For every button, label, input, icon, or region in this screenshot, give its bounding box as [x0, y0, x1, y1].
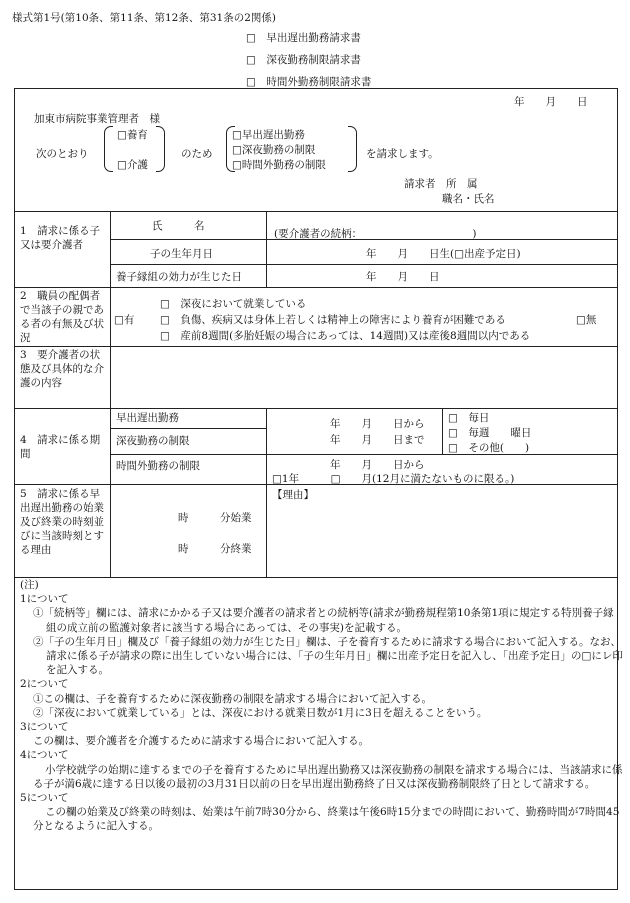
freq-weekly[interactable]: □ 毎週 曜日: [448, 427, 532, 439]
date-field[interactable]: 年 月 日: [514, 96, 588, 108]
note-paragraph: 5について: [20, 792, 69, 805]
name-label: 職名・氏名: [442, 193, 495, 205]
birth-field[interactable]: 年 月 日生(□出産予定日): [366, 248, 521, 260]
request-option-early-late[interactable]: □早出遅出勤務: [232, 129, 305, 141]
addressee: 加東市病院事業管理者 様: [34, 113, 160, 125]
note-paragraph: この欄の始業及び終業の時刻は、始業は午前7時30分から、終業は午後6時15分までの時間において、勤務時間が7時間45分となるように記入する。: [33, 806, 620, 833]
line: [14, 211, 617, 212]
section4-label: 4 請求に係る期間: [20, 434, 101, 460]
lead-text: 次のとおり: [36, 148, 89, 160]
line: [110, 346, 111, 408]
line: [266, 484, 267, 577]
condition-maternity[interactable]: □ 産前8週間(多胎妊娠の場合にあっては、14週間)又は産後8週間以内である: [160, 330, 531, 342]
note-paragraph: 3について: [20, 721, 69, 734]
line: [14, 408, 617, 409]
start-time[interactable]: 時 分始業: [178, 512, 252, 524]
bracket-open: [104, 126, 113, 172]
section2-label: 2 職員の配偶者で当該子の親である者の有無及び状況: [20, 290, 104, 344]
spouse-yes-checkbox[interactable]: □有: [114, 314, 135, 326]
relation-field[interactable]: (要介護者の続柄： ): [274, 228, 477, 240]
line: [110, 287, 111, 346]
line: [110, 454, 617, 455]
spouse-no-checkbox[interactable]: □無: [576, 314, 597, 326]
form-id: 様式第1号(第10条、第11条、第12条、第31条の2関係): [12, 12, 276, 24]
section1-label: 1 請求に係る子又は要介護者: [20, 225, 101, 251]
line: [110, 211, 111, 287]
notes-title: (注): [20, 579, 39, 591]
condition-night-work[interactable]: □ 深夜において就業している: [160, 298, 307, 310]
line: [266, 211, 267, 287]
title-overtime-limit: □ 時間外勤務制限請求書: [246, 76, 372, 88]
note-paragraph: ①この欄は、子を養育するために深夜勤務の制限を請求する場合において記入する。: [33, 692, 432, 705]
condition-illness[interactable]: □ 負傷、疾病又は身体上若しくは精神上の障害により養育が困難である: [160, 314, 506, 326]
birth-label: 子の生年月日: [150, 248, 213, 260]
section5-label: 5 請求に係る早出遅出勤務の始業及び終業の時刻並びに当該時刻とする理由: [20, 488, 104, 556]
night-limit-label: 深夜勤務の制限: [116, 435, 190, 447]
overtime-from[interactable]: 年 月 日から: [330, 459, 425, 471]
line: [110, 484, 111, 577]
section3-label: 3 要介護者の状態及び具体的な介護の内容: [20, 349, 104, 389]
overtime-limit-label: 時間外勤務の制限: [116, 460, 200, 472]
request-suffix: を請求します。: [366, 148, 439, 160]
note-paragraph: 小学校就学の始期に達するまでの子を養育するために早出遅出勤務又は深夜勤務の制限を請求する場合には、当該請求に係る子が満6歳に達する日以後の最初の3月31日以前の日を早出遅出勤務終了日又は深夜勤務制限終了日として請求する。: [33, 763, 623, 790]
bracket-close: [156, 126, 165, 172]
note-paragraph: ①「続柄等」欄には、請求にかかる子又は要介護者の請求者との続柄等(請求が勤務規程第10条第1項に規定する特別養子縁組の成立前の監護対象者に該当する場合にあっては、その事実)を記載する。: [33, 607, 614, 634]
for-text: のため: [181, 148, 213, 160]
line: [14, 287, 617, 288]
note-paragraph: 2について: [20, 678, 69, 691]
request-option-night[interactable]: □深夜勤務の制限: [232, 144, 316, 156]
note-paragraph: ②「深夜において就業している」とは、深夜における就業日数が1月に3日を超えることをいう。: [33, 706, 488, 719]
notes: [20, 578, 624, 834]
care-option-nursing[interactable]: □介護: [117, 159, 148, 171]
overtime-period[interactable]: □1年 □ 月(12月に満たないものに限る。): [272, 473, 515, 485]
title-early-late: □ 早出遅出勤務請求書: [246, 32, 361, 44]
care-option-raise[interactable]: □養育: [117, 129, 148, 141]
period-until[interactable]: 年 月 日まで: [330, 434, 425, 446]
reason-field[interactable]: 【理由】: [272, 489, 314, 501]
freq-daily[interactable]: □ 毎日: [448, 412, 490, 424]
note-paragraph: 4について: [20, 749, 69, 762]
freq-other[interactable]: □ その他( ): [448, 442, 530, 454]
name-label-s1: 氏 名: [152, 220, 205, 232]
requester-label: 請求者 所 属: [404, 178, 478, 190]
adoption-field[interactable]: 年 月 日: [366, 271, 440, 283]
adoption-label: 養子縁組の効力が生じた日: [116, 271, 242, 283]
note-paragraph: 1について: [20, 593, 69, 606]
line: [110, 264, 617, 265]
notes-list: [20, 592, 624, 833]
end-time[interactable]: 時 分終業: [178, 543, 252, 555]
request-option-overtime[interactable]: □時間外勤務の制限: [232, 159, 326, 171]
line: [110, 428, 266, 429]
line: [110, 408, 111, 484]
title-night-limit: □ 深夜勤務制限請求書: [246, 54, 361, 66]
period-from[interactable]: 年 月 日から: [330, 418, 425, 430]
early-late-label: 早出遅出勤務: [116, 412, 179, 424]
bracket-close-2: [348, 126, 357, 172]
line: [442, 408, 443, 454]
note-paragraph: この欄は、要介護者を介護するために請求する場合において記入する。: [33, 735, 369, 748]
line: [266, 408, 267, 484]
note-paragraph: ②「子の生年月日」欄及び「養子縁組の効力が生じた日」欄は、子を養育するために請求する場合において記入する。なお、請求に係る子が請求の際に出生していない場合には、「子の生年月日」欄に出産予定日を記入し、「出産予定日」の□にレ印を記入する。: [33, 635, 623, 677]
line: [14, 346, 617, 347]
